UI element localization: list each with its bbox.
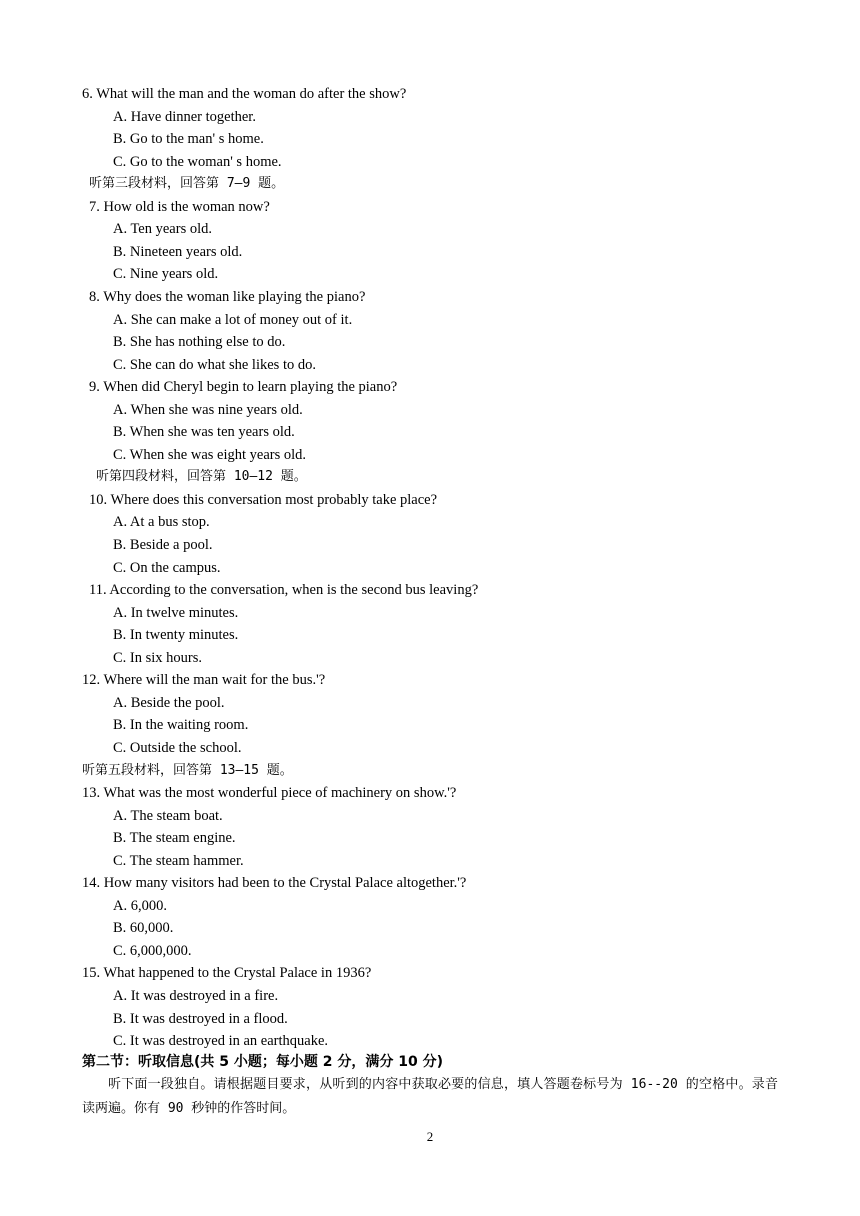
answer-option: C. Go to the woman' s home.	[113, 153, 282, 170]
answer-option: B. Go to the man' s home.	[113, 131, 264, 148]
answer-option: B. When she was ten years old.	[113, 424, 295, 441]
answer-option: A. 6,000.	[113, 897, 167, 914]
question: 15. What happened to the Crystal Palace in 1936?	[82, 965, 372, 982]
answer-option: B. It was destroyed in a flood.	[113, 1010, 288, 1027]
question: 11. According to the conversation, when is the second bus leaving?	[89, 582, 479, 599]
question: 13. What was the most wonderful piece of machinery on show.'?	[82, 785, 457, 802]
answer-option: A. The steam boat.	[113, 807, 223, 824]
section-instruction: 听第四段材料，回答第 10—12 题。	[96, 469, 307, 485]
answer-option: C. Nine years old.	[113, 266, 219, 283]
answer-option: B. In the waiting room.	[113, 717, 249, 734]
section-heading: 第二节：听取信息(共 5 小题；每小题 2 分，满分 10 分)	[82, 1054, 444, 1070]
answer-option: A. Have dinner together.	[113, 108, 256, 125]
question: 6. What will the man and the woman do after the show?	[82, 86, 407, 102]
answer-option: C. She can do what she likes to do.	[113, 356, 316, 373]
section-instruction: 听第五段材料，回答第 13—15 题。	[82, 762, 293, 778]
answer-option: A. When she was nine years old.	[113, 401, 303, 418]
answer-option: B. Beside a pool.	[113, 537, 213, 553]
section-instructions: 听下面一段独自。请根据题目要求，从听到的内容中获取必要的信息，填人答题卷标号为 16--20 的空格中。录音读两遍。你有 90 秒钟的作答时间。	[82, 1077, 778, 1116]
answer-option: A. At a bus stop.	[113, 514, 210, 531]
answer-option: B. The steam engine.	[113, 830, 236, 847]
answer-option: A. Ten years old.	[113, 221, 212, 238]
answer-option: C. It was destroyed in an earthquake.	[113, 1033, 329, 1050]
question: 8. Why does the woman like playing the piano?	[89, 288, 366, 305]
answer-option: C. 6,000,000.	[113, 942, 192, 959]
answer-option: C. In six hours.	[113, 649, 203, 666]
section-instruction: 听第三段材料，回答第 7—9 题。	[89, 176, 285, 192]
answer-option: C. Outside the school.	[113, 739, 242, 756]
question: 14. How many visitors had been to the Crystal Palace altogether.'?	[82, 875, 467, 892]
page-number: 2	[426, 1129, 434, 1144]
answer-option: B. She has nothing else to do.	[113, 334, 286, 351]
answer-option: A. Beside the pool.	[113, 694, 225, 711]
answer-option: B. 60,000.	[113, 920, 174, 937]
question: 10. Where does this conversation most probably take place?	[89, 491, 438, 508]
answer-option: A. She can make a lot of money out of it.	[113, 311, 353, 328]
answer-option: B. Nineteen years old.	[113, 243, 243, 260]
answer-option: A. It was destroyed in a fire.	[113, 988, 279, 1004]
answer-option: A. In twelve minutes.	[113, 604, 239, 621]
question: 9. When did Cheryl begin to learn playing the piano?	[89, 379, 398, 396]
answer-option: C. When she was eight years old.	[113, 446, 307, 463]
answer-option: C. On the campus.	[113, 559, 221, 576]
question: 12. Where will the man wait for the bus.'?	[82, 672, 326, 689]
answer-option: C. The steam hammer.	[113, 852, 244, 869]
question: 7. How old is the woman now?	[89, 198, 270, 215]
answer-option: B. In twenty minutes.	[113, 627, 239, 644]
